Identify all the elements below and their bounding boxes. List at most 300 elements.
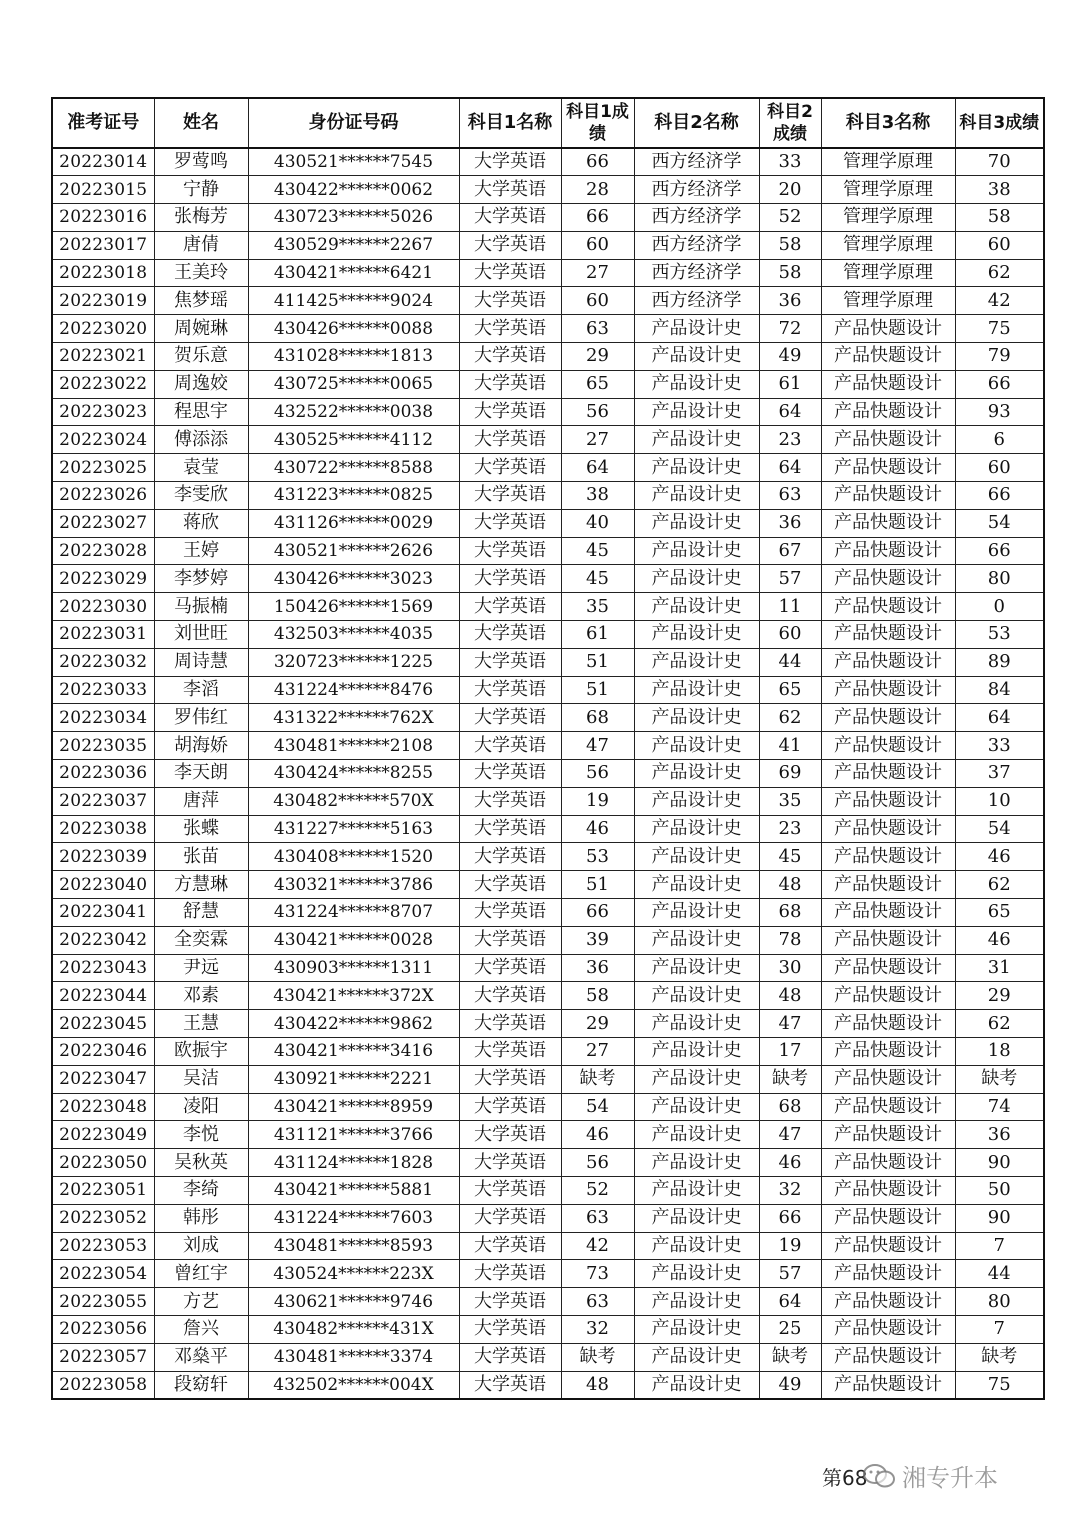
table-row — [52, 287, 1044, 315]
cell-name: 贺乐意 — [154, 343, 248, 371]
cell-exam-id: 20223052 — [52, 1204, 154, 1232]
cell-subject1-name: 大学英语 — [459, 899, 561, 927]
cell-subject2-score: 57 — [759, 1260, 821, 1288]
cell-name: 吴秋英 — [154, 1149, 248, 1177]
table-row — [52, 426, 1044, 454]
cell-subject2-name: 产品设计史 — [634, 843, 759, 871]
cell-subject3-score: 80 — [955, 1288, 1044, 1316]
cell-subject3-score: 7 — [955, 1315, 1044, 1343]
cell-subject3-name: 产品快题设计 — [821, 871, 955, 899]
cell-subject3-name: 产品快题设计 — [821, 1010, 955, 1038]
cell-id-card: 430529******2267 — [248, 231, 459, 259]
cell-subject1-score: 48 — [561, 1371, 634, 1399]
cell-subject2-score: 52 — [759, 204, 821, 232]
score-table — [51, 97, 1045, 1400]
page-number: 第68 — [822, 1466, 868, 1490]
cell-exam-id: 20223025 — [52, 454, 154, 482]
cell-subject3-score: 75 — [955, 315, 1044, 343]
cell-id-card: 432502******004X — [248, 1371, 459, 1399]
cell-name: 罗莺鸣 — [154, 148, 248, 176]
cell-subject2-name: 产品设计史 — [634, 593, 759, 621]
cell-subject2-score: 41 — [759, 732, 821, 760]
cell-subject3-score: 66 — [955, 537, 1044, 565]
cell-subject3-score: 6 — [955, 426, 1044, 454]
cell-name: 焦梦瑶 — [154, 287, 248, 315]
cell-name: 邓燊平 — [154, 1343, 248, 1371]
cell-subject3-name: 管理学原理 — [821, 287, 955, 315]
cell-name: 欧振宇 — [154, 1038, 248, 1066]
cell-exam-id: 20223027 — [52, 509, 154, 537]
table-row — [52, 315, 1044, 343]
cell-subject2-score: 44 — [759, 648, 821, 676]
cell-subject3-score: 46 — [955, 843, 1044, 871]
table-row — [52, 1093, 1044, 1121]
cell-name: 李滔 — [154, 676, 248, 704]
cell-id-card: 431126******0029 — [248, 509, 459, 537]
cell-subject1-name: 大学英语 — [459, 509, 561, 537]
cell-subject3-name: 产品快题设计 — [821, 1176, 955, 1204]
cell-subject2-score: 64 — [759, 1288, 821, 1316]
cell-subject2-name: 产品设计史 — [634, 565, 759, 593]
cell-name: 王美玲 — [154, 259, 248, 287]
cell-subject1-name: 大学英语 — [459, 370, 561, 398]
cell-subject2-name: 产品设计史 — [634, 1232, 759, 1260]
cell-subject3-score: 89 — [955, 648, 1044, 676]
cell-subject2-score: 57 — [759, 565, 821, 593]
cell-exam-id: 20223028 — [52, 537, 154, 565]
cell-name: 李天朗 — [154, 760, 248, 788]
cell-subject3-name: 管理学原理 — [821, 176, 955, 204]
cell-name: 李绮 — [154, 1176, 248, 1204]
cell-subject1-score: 64 — [561, 454, 634, 482]
cell-subject3-name: 产品快题设计 — [821, 426, 955, 454]
cell-subject1-name: 大学英语 — [459, 1315, 561, 1343]
cell-subject1-score: 56 — [561, 760, 634, 788]
cell-subject2-score: 58 — [759, 259, 821, 287]
cell-subject1-score: 54 — [561, 1093, 634, 1121]
cell-subject2-name: 产品设计史 — [634, 1176, 759, 1204]
cell-exam-id: 20223044 — [52, 982, 154, 1010]
cell-subject1-name: 大学英语 — [459, 1176, 561, 1204]
table-row — [52, 343, 1044, 371]
cell-subject1-name: 大学英语 — [459, 648, 561, 676]
cell-subject3-score: 37 — [955, 760, 1044, 788]
cell-subject2-score: 25 — [759, 1315, 821, 1343]
cell-subject3-score: 62 — [955, 1010, 1044, 1038]
cell-subject1-score: 56 — [561, 1149, 634, 1177]
cell-subject3-score: 60 — [955, 454, 1044, 482]
cell-exam-id: 20223030 — [52, 593, 154, 621]
cell-name: 马振楠 — [154, 593, 248, 621]
cell-id-card: 431322******762X — [248, 704, 459, 732]
cell-subject3-name: 产品快题设计 — [821, 593, 955, 621]
cell-subject1-score: 35 — [561, 593, 634, 621]
cell-exam-id: 20223046 — [52, 1038, 154, 1066]
cell-subject2-name: 产品设计史 — [634, 1260, 759, 1288]
cell-subject2-score: 68 — [759, 1093, 821, 1121]
cell-subject1-name: 大学英语 — [459, 343, 561, 371]
cell-id-card: 430421******372X — [248, 982, 459, 1010]
cell-subject3-score: 60 — [955, 231, 1044, 259]
cell-exam-id: 20223056 — [52, 1315, 154, 1343]
cell-subject1-score: 51 — [561, 648, 634, 676]
cell-subject1-name: 大学英语 — [459, 1065, 561, 1093]
cell-subject1-name: 大学英语 — [459, 954, 561, 982]
cell-subject1-name: 大学英语 — [459, 732, 561, 760]
table-row — [52, 871, 1044, 899]
cell-exam-id: 20223021 — [52, 343, 154, 371]
header-subject3-score: 科目3成绩 — [955, 98, 1044, 148]
cell-subject2-name: 产品设计史 — [634, 1288, 759, 1316]
cell-id-card: 430424******8255 — [248, 760, 459, 788]
cell-id-card: 432522******0038 — [248, 398, 459, 426]
table-row — [52, 1315, 1044, 1343]
cell-subject2-name: 产品设计史 — [634, 1315, 759, 1343]
cell-name: 唐倩 — [154, 231, 248, 259]
cell-subject1-name: 大学英语 — [459, 704, 561, 732]
cell-subject2-score: 20 — [759, 176, 821, 204]
table-row — [52, 899, 1044, 927]
table-row — [52, 1149, 1044, 1177]
cell-exam-id: 20223016 — [52, 204, 154, 232]
cell-exam-id: 20223017 — [52, 231, 154, 259]
cell-subject2-name: 产品设计史 — [634, 537, 759, 565]
cell-id-card: 150426******1569 — [248, 593, 459, 621]
cell-exam-id: 20223023 — [52, 398, 154, 426]
cell-subject3-name: 产品快题设计 — [821, 1288, 955, 1316]
cell-subject1-score: 45 — [561, 565, 634, 593]
cell-subject2-score: 47 — [759, 1121, 821, 1149]
cell-subject3-name: 产品快题设计 — [821, 565, 955, 593]
cell-subject2-score: 32 — [759, 1176, 821, 1204]
cell-subject3-score: 33 — [955, 732, 1044, 760]
cell-subject2-score: 36 — [759, 509, 821, 537]
cell-exam-id: 20223019 — [52, 287, 154, 315]
cell-subject3-score: 缺考 — [955, 1343, 1044, 1371]
cell-subject1-score: 51 — [561, 871, 634, 899]
cell-subject2-score: 19 — [759, 1232, 821, 1260]
header-exam-id: 准考证号 — [52, 98, 154, 148]
cell-subject1-score: 58 — [561, 982, 634, 1010]
cell-subject2-score: 65 — [759, 676, 821, 704]
cell-subject2-name: 产品设计史 — [634, 621, 759, 649]
cell-id-card: 430723******5026 — [248, 204, 459, 232]
cell-subject3-name: 管理学原理 — [821, 259, 955, 287]
cell-name: 张苗 — [154, 843, 248, 871]
cell-subject3-name: 产品快题设计 — [821, 787, 955, 815]
cell-subject3-score: 44 — [955, 1260, 1044, 1288]
cell-id-card: 430621******9746 — [248, 1288, 459, 1316]
cell-exam-id: 20223037 — [52, 787, 154, 815]
cell-exam-id: 20223041 — [52, 899, 154, 927]
cell-subject2-score: 61 — [759, 370, 821, 398]
cell-id-card: 430481******2108 — [248, 732, 459, 760]
cell-subject1-name: 大学英语 — [459, 1288, 561, 1316]
cell-subject3-score: 90 — [955, 1149, 1044, 1177]
cell-subject3-score: 7 — [955, 1232, 1044, 1260]
cell-subject1-score: 63 — [561, 315, 634, 343]
cell-id-card: 430722******8588 — [248, 454, 459, 482]
table-row — [52, 926, 1044, 954]
cell-subject3-name: 产品快题设计 — [821, 954, 955, 982]
cell-subject1-score: 缺考 — [561, 1343, 634, 1371]
cell-exam-id: 20223032 — [52, 648, 154, 676]
cell-name: 张梅芳 — [154, 204, 248, 232]
cell-subject2-name: 产品设计史 — [634, 1149, 759, 1177]
header-id-card: 身份证号码 — [248, 98, 459, 148]
cell-subject2-name: 产品设计史 — [634, 954, 759, 982]
cell-subject2-score: 48 — [759, 871, 821, 899]
cell-exam-id: 20223054 — [52, 1260, 154, 1288]
cell-subject2-name: 产品设计史 — [634, 760, 759, 788]
cell-subject1-name: 大学英语 — [459, 926, 561, 954]
cell-subject2-name: 产品设计史 — [634, 454, 759, 482]
cell-exam-id: 20223035 — [52, 732, 154, 760]
cell-subject1-score: 28 — [561, 176, 634, 204]
cell-subject3-name: 产品快题设计 — [821, 1093, 955, 1121]
cell-subject1-score: 36 — [561, 954, 634, 982]
cell-name: 韩彤 — [154, 1204, 248, 1232]
cell-name: 周婉琳 — [154, 315, 248, 343]
cell-id-card: 430725******0065 — [248, 370, 459, 398]
cell-name: 唐萍 — [154, 787, 248, 815]
cell-subject1-score: 60 — [561, 231, 634, 259]
cell-subject3-score: 58 — [955, 204, 1044, 232]
cell-subject2-score: 68 — [759, 899, 821, 927]
cell-id-card: 430421******8959 — [248, 1093, 459, 1121]
table-row — [52, 982, 1044, 1010]
cell-subject3-score: 62 — [955, 259, 1044, 287]
cell-subject2-name: 产品设计史 — [634, 1121, 759, 1149]
cell-subject2-score: 49 — [759, 1371, 821, 1399]
cell-subject1-score: 47 — [561, 732, 634, 760]
cell-subject1-name: 大学英语 — [459, 482, 561, 510]
header-subject1-score: 科目1成绩 — [561, 98, 634, 148]
cell-subject2-score: 64 — [759, 454, 821, 482]
cell-subject1-score: 61 — [561, 621, 634, 649]
cell-id-card: 431224******7603 — [248, 1204, 459, 1232]
cell-subject2-score: 17 — [759, 1038, 821, 1066]
table-row — [52, 1010, 1044, 1038]
cell-exam-id: 20223051 — [52, 1176, 154, 1204]
cell-exam-id: 20223033 — [52, 676, 154, 704]
table-row — [52, 593, 1044, 621]
cell-subject1-name: 大学英语 — [459, 565, 561, 593]
cell-subject3-name: 管理学原理 — [821, 148, 955, 176]
cell-subject1-name: 大学英语 — [459, 982, 561, 1010]
table-row — [52, 1232, 1044, 1260]
table-row — [52, 482, 1044, 510]
cell-subject1-name: 大学英语 — [459, 148, 561, 176]
cell-id-card: 431028******1813 — [248, 343, 459, 371]
cell-subject2-name: 产品设计史 — [634, 732, 759, 760]
cell-exam-id: 20223026 — [52, 482, 154, 510]
cell-subject3-name: 产品快题设计 — [821, 1121, 955, 1149]
cell-name: 方慧琳 — [154, 871, 248, 899]
cell-id-card: 430482******431X — [248, 1315, 459, 1343]
cell-subject3-name: 产品快题设计 — [821, 843, 955, 871]
cell-id-card: 431224******8707 — [248, 899, 459, 927]
cell-subject1-name: 大学英语 — [459, 426, 561, 454]
cell-exam-id: 20223045 — [52, 1010, 154, 1038]
cell-subject1-score: 73 — [561, 1260, 634, 1288]
cell-name: 程思宇 — [154, 398, 248, 426]
cell-subject1-name: 大学英语 — [459, 621, 561, 649]
cell-subject1-name: 大学英语 — [459, 1121, 561, 1149]
cell-subject3-score: 54 — [955, 509, 1044, 537]
cell-subject3-name: 产品快题设计 — [821, 899, 955, 927]
cell-exam-id: 20223050 — [52, 1149, 154, 1177]
cell-exam-id: 20223058 — [52, 1371, 154, 1399]
cell-subject3-name: 产品快题设计 — [821, 315, 955, 343]
cell-subject3-name: 产品快题设计 — [821, 1343, 955, 1371]
cell-id-card: 430921******2221 — [248, 1065, 459, 1093]
cell-subject2-score: 64 — [759, 398, 821, 426]
header-subject2-name: 科目2名称 — [634, 98, 759, 148]
cell-name: 傅添添 — [154, 426, 248, 454]
cell-subject3-score: 0 — [955, 593, 1044, 621]
cell-subject1-score: 46 — [561, 815, 634, 843]
watermark-text: 湘专升本 — [902, 1464, 998, 1492]
table-row — [52, 148, 1044, 176]
watermark — [862, 1458, 998, 1493]
cell-subject1-score: 60 — [561, 287, 634, 315]
table-row — [52, 454, 1044, 482]
cell-subject2-name: 产品设计史 — [634, 398, 759, 426]
cell-id-card: 430521******2626 — [248, 537, 459, 565]
cell-subject2-name: 产品设计史 — [634, 676, 759, 704]
cell-subject1-score: 19 — [561, 787, 634, 815]
cell-subject2-score: 62 — [759, 704, 821, 732]
cell-subject2-name: 产品设计史 — [634, 1010, 759, 1038]
table-row — [52, 787, 1044, 815]
cell-id-card: 430408******1520 — [248, 843, 459, 871]
cell-subject2-score: 58 — [759, 231, 821, 259]
cell-subject2-name: 产品设计史 — [634, 1038, 759, 1066]
cell-subject3-name: 产品快题设计 — [821, 1038, 955, 1066]
cell-subject3-name: 产品快题设计 — [821, 1371, 955, 1399]
cell-exam-id: 20223038 — [52, 815, 154, 843]
cell-subject2-name: 产品设计史 — [634, 648, 759, 676]
cell-id-card: 430321******3786 — [248, 871, 459, 899]
table-row — [52, 1288, 1044, 1316]
cell-subject3-name: 产品快题设计 — [821, 398, 955, 426]
table-row — [52, 204, 1044, 232]
cell-subject2-name: 产品设计史 — [634, 899, 759, 927]
cell-subject2-name: 产品设计史 — [634, 370, 759, 398]
cell-exam-id: 20223057 — [52, 1343, 154, 1371]
cell-exam-id: 20223039 — [52, 843, 154, 871]
cell-id-card: 430481******8593 — [248, 1232, 459, 1260]
cell-subject1-name: 大学英语 — [459, 1149, 561, 1177]
table-row — [52, 732, 1044, 760]
cell-subject1-score: 45 — [561, 537, 634, 565]
cell-subject2-score: 60 — [759, 621, 821, 649]
cell-id-card: 430482******570X — [248, 787, 459, 815]
table-row — [52, 1260, 1044, 1288]
cell-subject2-name: 产品设计史 — [634, 509, 759, 537]
cell-id-card: 430421******0028 — [248, 926, 459, 954]
table-row — [52, 843, 1044, 871]
cell-subject1-score: 66 — [561, 899, 634, 927]
header-row — [52, 98, 1044, 148]
table-row — [52, 176, 1044, 204]
cell-subject2-score: 36 — [759, 287, 821, 315]
cell-subject2-name: 产品设计史 — [634, 1371, 759, 1399]
cell-subject3-name: 产品快题设计 — [821, 1315, 955, 1343]
cell-subject2-name: 产品设计史 — [634, 926, 759, 954]
table-row — [52, 1176, 1044, 1204]
cell-subject2-score: 35 — [759, 787, 821, 815]
cell-subject1-score: 39 — [561, 926, 634, 954]
cell-subject3-score: 38 — [955, 176, 1044, 204]
cell-name: 刘世旺 — [154, 621, 248, 649]
cell-exam-id: 20223029 — [52, 565, 154, 593]
cell-subject2-score: 78 — [759, 926, 821, 954]
cell-subject1-score: 42 — [561, 1232, 634, 1260]
cell-subject2-name: 西方经济学 — [634, 287, 759, 315]
cell-subject1-score: 65 — [561, 370, 634, 398]
cell-subject1-score: 51 — [561, 676, 634, 704]
cell-subject1-score: 27 — [561, 426, 634, 454]
cell-subject3-name: 产品快题设计 — [821, 343, 955, 371]
cell-name: 罗伟红 — [154, 704, 248, 732]
cell-exam-id: 20223036 — [52, 760, 154, 788]
cell-subject1-score: 缺考 — [561, 1065, 634, 1093]
cell-subject3-name: 产品快题设计 — [821, 676, 955, 704]
cell-subject1-name: 大学英语 — [459, 454, 561, 482]
cell-subject3-score: 66 — [955, 370, 1044, 398]
cell-name: 周逸姣 — [154, 370, 248, 398]
cell-subject2-score: 72 — [759, 315, 821, 343]
cell-subject1-score: 32 — [561, 1315, 634, 1343]
cell-name: 曾红宇 — [154, 1260, 248, 1288]
cell-exam-id: 20223047 — [52, 1065, 154, 1093]
cell-id-card: 430481******3374 — [248, 1343, 459, 1371]
cell-subject2-score: 67 — [759, 537, 821, 565]
cell-subject3-score: 53 — [955, 621, 1044, 649]
header-name: 姓名 — [154, 98, 248, 148]
cell-subject2-name: 产品设计史 — [634, 704, 759, 732]
cell-subject1-score: 40 — [561, 509, 634, 537]
cell-name: 舒慧 — [154, 899, 248, 927]
cell-subject3-score: 62 — [955, 871, 1044, 899]
cell-exam-id: 20223040 — [52, 871, 154, 899]
cell-subject2-name: 产品设计史 — [634, 871, 759, 899]
cell-subject2-name: 产品设计史 — [634, 787, 759, 815]
cell-subject3-score: 18 — [955, 1038, 1044, 1066]
cell-subject1-score: 52 — [561, 1176, 634, 1204]
cell-id-card: 430524******223X — [248, 1260, 459, 1288]
cell-subject3-name: 产品快题设计 — [821, 482, 955, 510]
cell-id-card: 431223******0825 — [248, 482, 459, 510]
cell-subject3-score: 64 — [955, 704, 1044, 732]
cell-subject2-name: 西方经济学 — [634, 231, 759, 259]
cell-name: 李雯欣 — [154, 482, 248, 510]
cell-subject1-name: 大学英语 — [459, 815, 561, 843]
cell-name: 方艺 — [154, 1288, 248, 1316]
cell-id-card: 430426******0088 — [248, 315, 459, 343]
cell-subject3-score: 29 — [955, 982, 1044, 1010]
cell-subject3-name: 产品快题设计 — [821, 815, 955, 843]
cell-subject2-score: 66 — [759, 1204, 821, 1232]
table-row — [52, 621, 1044, 649]
cell-exam-id: 20223018 — [52, 259, 154, 287]
cell-exam-id: 20223055 — [52, 1288, 154, 1316]
cell-id-card: 430903******1311 — [248, 954, 459, 982]
cell-subject1-name: 大学英语 — [459, 1232, 561, 1260]
cell-subject1-name: 大学英语 — [459, 176, 561, 204]
